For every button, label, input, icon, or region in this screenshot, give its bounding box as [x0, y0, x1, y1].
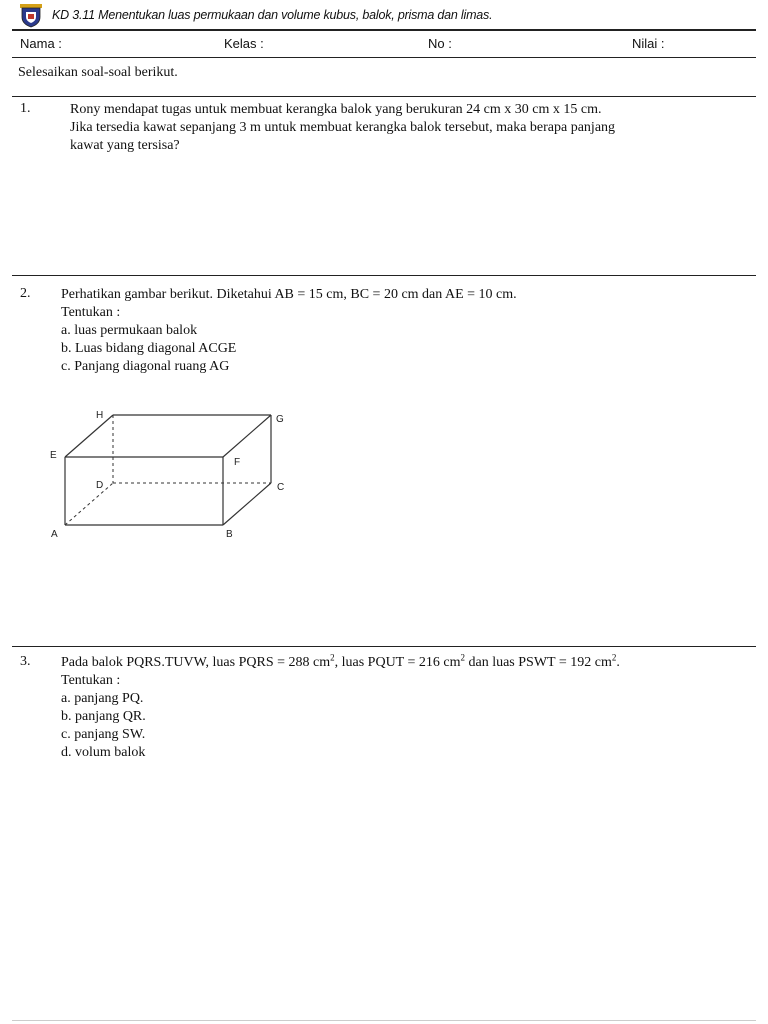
- vertex-label-g: G: [276, 414, 284, 425]
- header-title: KD 3.11 Menentukan luas permukaan dan volume kubus, balok, prisma dan limas.: [52, 8, 493, 22]
- instruction-text: Selesaikan soal-soal berikut.: [18, 65, 178, 80]
- question-2-line: b. Luas bidang diagonal ACGE: [61, 341, 237, 356]
- vertex-label-b: B: [226, 529, 233, 540]
- edge-ad: [65, 483, 113, 525]
- header: [18, 2, 758, 28]
- question-1-line: Jika tersedia kawat sepanjang 3 m untuk membuat kerangka balok tersebut, maka berapa panjang: [70, 120, 616, 135]
- question-2-line: c. Panjang diagonal ruang AG: [61, 359, 230, 374]
- question-1-line: kawat yang tersisa?: [70, 138, 180, 153]
- footer-divider: [12, 1020, 756, 1021]
- instruction-divider: [12, 96, 756, 97]
- question-2-number: 2.: [20, 286, 31, 301]
- question-3-number: 3.: [20, 654, 31, 669]
- question-2-line: a. luas permukaan balok: [61, 323, 198, 338]
- question-2-line: Perhatikan gambar berikut. Diketahui AB = 15 cm, BC = 20 cm dan AE = 10 cm.: [61, 287, 517, 302]
- edge-bc: [223, 483, 271, 525]
- vertex-label-c: C: [277, 482, 285, 493]
- question-1-line: Rony mendapat tugas untuk membuat kerangka balok yang berukuran 24 cm x 30 cm x 15 cm.: [70, 102, 602, 117]
- question-2-divider: [12, 646, 756, 647]
- nama-field-label: Nama :: [20, 36, 62, 51]
- question-1-number: 1.: [20, 101, 31, 116]
- question-1-divider: [12, 275, 756, 276]
- question-3-line: d. volum balok: [61, 745, 146, 760]
- question-2-text: [61, 286, 517, 376]
- no-field-label: No :: [428, 36, 452, 51]
- kelas-field-label: Kelas :: [224, 36, 264, 51]
- question-3-line: c. panjang SW.: [61, 727, 146, 742]
- edge-fg: [223, 415, 271, 457]
- question-3-text: [61, 654, 620, 762]
- question-3-line: a. panjang PQ.: [61, 691, 144, 706]
- question-3-line: Tentukan :: [61, 673, 121, 688]
- school-logo-icon: [18, 2, 44, 28]
- vertex-label-d: D: [96, 480, 104, 491]
- nilai-field-label: Nilai :: [632, 36, 665, 51]
- cuboid-diagram: [40, 400, 310, 550]
- vertex-label-e: E: [50, 450, 57, 461]
- question-3-intro: Pada balok PQRS.TUVW, luas PQRS = 288 $cm^2$, luas PQUT = 216 $cm^2$ dan luas PSWT = 192 $cm^2$.: [61, 652, 620, 670]
- question-2-line: Tentukan :: [61, 305, 121, 320]
- edge-eh: [65, 415, 113, 457]
- student-info-row: [12, 36, 756, 56]
- header-divider: [12, 29, 756, 31]
- vertex-label-a: A: [51, 529, 58, 540]
- vertex-label-h: H: [96, 410, 104, 421]
- question-1-text: [70, 101, 615, 155]
- info-divider: [12, 57, 756, 58]
- question-3-line: b. panjang QR.: [61, 709, 146, 724]
- vertex-label-f: F: [234, 457, 241, 468]
